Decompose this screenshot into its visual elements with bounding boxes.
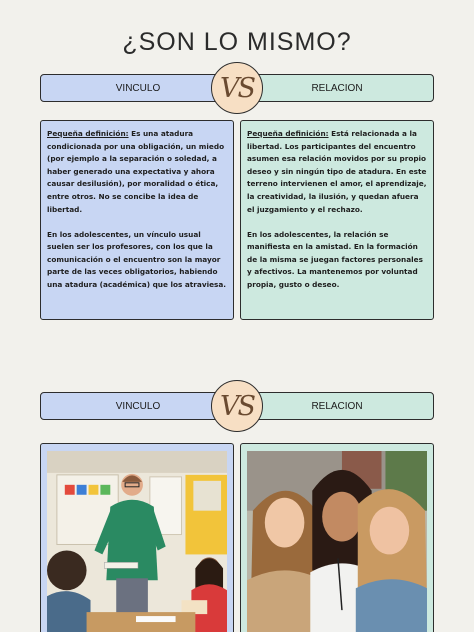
relacion-definition-heading: Pequeña definición: xyxy=(247,129,329,138)
relacion-header-bar xyxy=(240,74,434,102)
teacher-classroom-photo xyxy=(40,443,234,632)
relacion-label-2: RELACION xyxy=(311,400,363,412)
vs-badge-2 xyxy=(211,380,263,432)
vinculo-label: VINCULO xyxy=(115,82,161,94)
teacher-classroom-image xyxy=(47,451,227,632)
vinculo-definition-box xyxy=(40,120,234,320)
vinculo-definition-heading: Pequeña definición: xyxy=(47,129,129,138)
vs-badge xyxy=(211,62,263,114)
relacion-teens-text: En los adolescentes, la relación se manifiesta en la amistad. En la formación de la misma se juegan factores personales y afectivos. La mantenemos por voluntad propia, gusto o deseo. xyxy=(247,229,423,290)
vinculo-definition xyxy=(47,128,227,216)
vinculo-definition-text: Es una atadura condicionada por una obligación, un miedo (por ejemplo a la separación o soledad, a haber generado una expectativa y ahora causar desilusión), por moralidad o ética, entre otros. No se concibe la idea de libertad. xyxy=(47,129,225,214)
vinculo-header-bar xyxy=(40,74,236,102)
vinculo-header-bar-2 xyxy=(40,392,236,420)
relacion-definition xyxy=(247,128,427,216)
relacion-label: RELACION xyxy=(311,82,363,94)
page-title: ¿SON LO MISMO? xyxy=(122,28,352,56)
friends-photo xyxy=(240,443,434,632)
friends-image xyxy=(247,451,427,632)
vinculo-teens-text: En los adolescentes, un vínculo usual suelen ser los profesores, con los que la comunicación o el encuentro son la mayor parte de las veces obligatorios, habiendo una atadura (académica) que los atraviesa. xyxy=(47,229,227,290)
relacion-definition-box xyxy=(240,120,434,320)
vs-label: VS xyxy=(220,72,254,104)
vs-label-2: VS xyxy=(220,390,254,422)
relacion-definition-text: Está relacionada a la libertad. Los participantes del encuentro asumen esa relación movidos por su propio deseo y sin ningún tipo de atadura. En este terreno intervienen el amor, el aprendizaje, la creatividad, la ilusión, y quedan afuera el juzgamiento y el rechazo. xyxy=(247,129,427,214)
relacion-header-bar-2 xyxy=(240,392,434,420)
vinculo-label-2: VINCULO xyxy=(115,400,161,412)
